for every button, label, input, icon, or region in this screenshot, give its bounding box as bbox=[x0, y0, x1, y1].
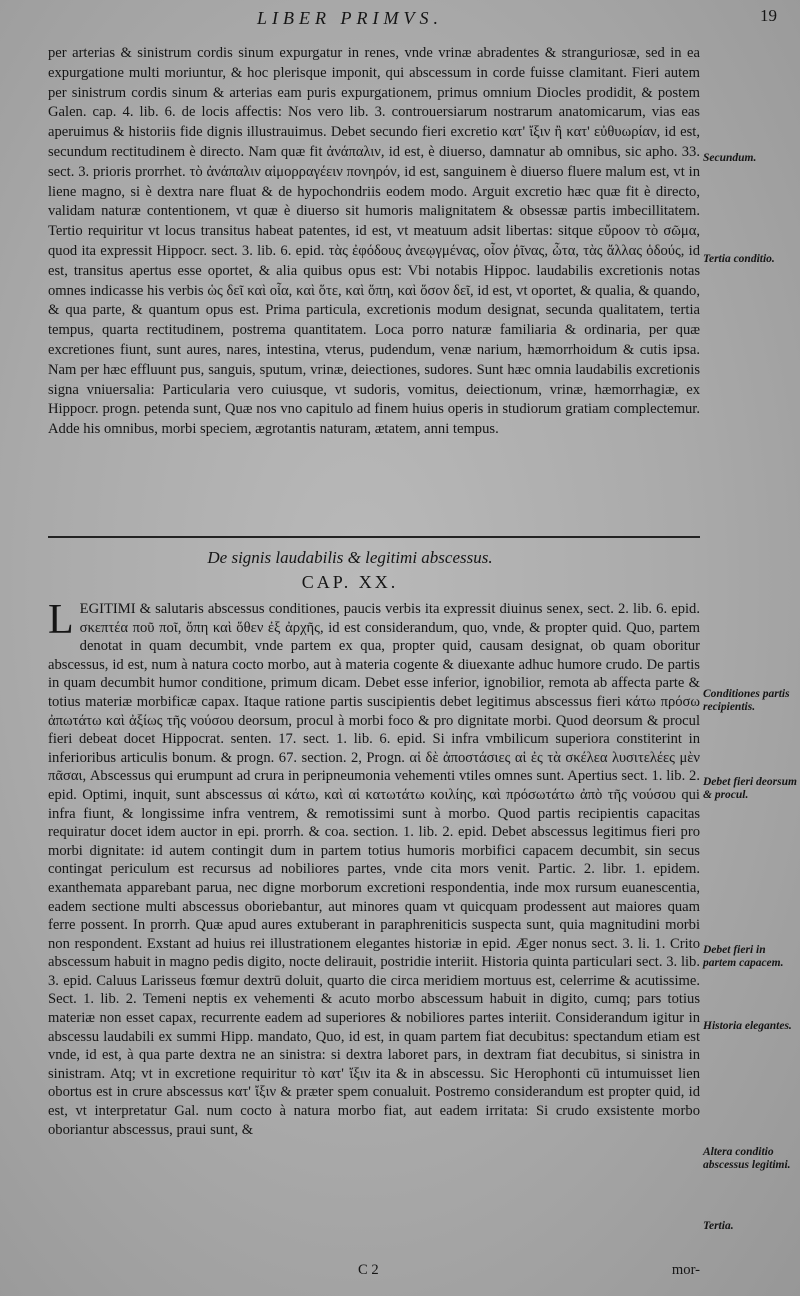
page-number: 19 bbox=[760, 6, 777, 25]
marginal-note: Conditiones partis recipientis. bbox=[703, 688, 790, 713]
chapter-title: De signis laudabilis & legitimi abscessus. bbox=[207, 548, 493, 567]
catchword: mor- bbox=[671, 1262, 700, 1278]
marginal-note: Tertia conditio. bbox=[703, 253, 775, 265]
marginal-note: Debet fieri deorsum & procul. bbox=[703, 776, 797, 801]
running-head: LIBER PRIMVS. bbox=[257, 8, 443, 28]
marginal-note: Secundum. bbox=[703, 152, 757, 164]
paragraph-chapter-xx: EGITIMI & salutaris abscessus conditiones, paucis verbis ita expressit diuinus senex, sect. 2. lib. 6. epid. σκεπτέα ποῦ ποῖ, ὅπη καὶ ὅθεν ἐξ ἀρχῆς, id est considerandum, quo, vnde, & propter quid. Quo, partem denotat in quam decumbit, vnde partem ex qua, propter quid, causam designat, ob quam oboritur abscessus, id est, num à natura cocto morbo, aut à materia cogente & diuexante adhuc humore crudo. De partis in quam decumbit humor conditione, primum dicam. Debet esse inferior, ignobilior, remota ab affecta parte & totius materiæ morbificæ capax. Itaque ratione partis suscipientis debet legitimus abscessus fieri κάτω πρόσω ἀπωτάτω καὶ ἀξίως τῆς νούσου deorsum, procul à morbi foco & pro dignitate morbi. Quod deorsum & procul fieri debeat docet Hippocrat. senten. 17. sect. 1. lib. 6. epid. Si infra vmbilicum superiora constiterint in inferioribus articulis bonum. & progn. 67. section. 2, Progn. αἱ δὲ ἀποστάσιες αἱ ἐς τὰ σκέλεα λυσιτελέες μὲν πᾶσαι, Abscessus qui erumpunt ad crura in peripneumonia vehementi vtiles omnes sunt. Apertius sect. 1. lib. 2. epid. Optimi, inquit, sunt abscessus αἱ κάτω, καὶ αἱ κατωτάτω κοιλίης, καὶ πρόσωτάτω ἀπὸ τῆς νούσου qui infra fiunt, & longissime infra ventrem, & remotissimi sunt à morbo. Quod partis recipientis capacitas requiratur docet idem auctor in epi. prorrh. & coa. section. 1. lib. 2. epid. Debet abscessus legitimus fieri pro morbi dignitate: id autem contingit dum in partem totius humoris morbifici capacem decumbit, sin secus contingat periculum est recursus ad nobiliores partes, vnde cita mors venit. Partic. 2. libr. 1. epidem. exanthemata apparebant parua, nec digne morborum excretioni respondentia, inde mox rursum euanescentia, eadem sectione multi abscessus oboriebantur, aut minores quam vt quicquam prodessent aut maiores quam ferre possent. In prorrh. Quæ apud aures extuberant in paraphreniticis suspecta sunt, quia magnitudini morbi non respondent. Exstant ad huius rei illustrationem elegantes historiæ in epid. Æger nonus sect. 3. li. 1. Crito abscessum habuit in magno pedis digito, nocte delirauit, postridie interiit. Historia quinta particulari sect. 3. lib. 3. epid. Caluus Larisseus fœmur dextrū doluit, quarto die circa meridiem mortuus est, celerrime & acutissime. Sect. 1. lib. 2. Temeni neptis ex vehementi & acuto morbo abscessum habuit in digito, cumq; pars totius materiæ non esset capax, recurrente eadem ad superiores & nobiliores partes interiit. Considerandum igitur in abscessu laudabili ex summi Hipp. mandato, Quo, id est, in quam partem fiat decubitus: spectandum etiam est vnde, id est, à qua parte dextra ne an sinistra: si dextra laboret pars, in dextram fiat decubitus, si sinistra in sinistram. Atq; vt in excretione requiritur τὸ κατ' ἴξιν ita & in abscessu. Sic Herophonti cū intumuisset lien obortus est in crure abscessus κατ' ἴξιν & præter spem conualuit. Postremo considerandum est propter quid, id est, vt interpretatur Gal. num cocto à natura morbo fiat, aut eadem irritata: Si crudo exsistente morbo oboriantur abscessus, praui sunt, & bbox=[48, 601, 700, 1138]
marginal-note: Altera conditio abscessus legitimi. bbox=[703, 1146, 791, 1171]
chapter-number: CAP. XX. bbox=[301, 572, 399, 592]
paragraph-chapter-xix-end: per arterias & sinistrum cordis sinum expurgatur in renes, vnde vrinæ abradentes & stranguriosæ, sed in ea expurgatione multi moriuntur, & hoc plerisque imponit, qui abscessum in corde fuisse clamitant. Fieri autem per sinistrum cordis sinum & arterias eam puris expurgationem, primus omnium Diocles prodidit, & postem Galen. cap. 4. lib. 6. de locis affectis: Nos vero lib. 3. controuersiarum nostrarum anatomicarum, vias eas aperuimus & historiis fide dignis illustrauimus. Debet secundo fieri excretio κατ' ἴξιν ἢ κατ' εὐθυωρίαν, id est, secundum rectitudinem è directo. Nam quæ fit ἀνάπαλιν, id est, è diuerso, damnatur ab omnibus, sic apho. 33. sect. 3. prioris prorrhet. τὸ ἀνάπαλιν αἱμορραγέειν πονηρόν, id est, sanguinem è diuerso fluere malum est, vt in liene magno, si è dextra nare fluat & de hypochondriis eodem modo. Arguit excretio hæc quæ fit è directo, validam naturæ contentionem, vt quæ è diuerso sit humoris malignitatem & obsessæ partis imbecillitatem. Tertio requiritur vt locus transitus habeat patentes, id est, vt meatuum adsit libertas: sitque εὔροον τὸ σῶμα, quod ita expressit Hippocr. sect. 3. lib. 6. epid. τὰς ἐφόδους ἀνεῳγμένας, οἷον ῥῖνας, ὦτα, τὰς ἄλλας ὁδούς, id est, transitus apertus esse oportet, & alia quibus opus est: Vbi notabis Hippoc. laudabilis excretionis notas omnes indicasse his verbis ὡς δεῖ καὶ οἷα, καὶ ὅτε, καὶ ὅπη, καὶ ὅσον δεῖ, id est, vt oportet, & qualia, & quando, & qua parte, & quantum opus est. Prima particula, excretionis modum designat, secunda qualitatem, tertia tempus, quarta rectitudinem, postrema quantitatem. Loca porro naturæ familiaria & ordinaria, per quæ excretiones fiunt, sunt aures, nares, intestina, vterus, pudendum, venæ narium, hæmorrhoidum & cutis ipsa. Nam per hæc effluunt pus, sanguis, sputum, vrinæ, deiectiones, sudores. Sunt hæc omnia laudabilis excretionis signa vniuersalia: Particularia vero cuiusque, vt sudoris, vomitus, deiectionum, vrinæ, hæmorrhagiæ, ex Hippocr. progn. petenda sunt, Quæ nos vno capitulo ad finem huius operis in studiorum gratiam complectemur. Adde his omnibus, morbi speciem, ægrotantis naturam, ætatem, anni tempus. bbox=[48, 45, 700, 438]
section-divider bbox=[48, 536, 700, 538]
drop-cap: L bbox=[48, 597, 74, 643]
signature-mark: C 2 bbox=[358, 1262, 379, 1278]
text-block-chapter-xx bbox=[48, 597, 700, 1139]
marginal-note: Debet fieri in partem capacem. bbox=[703, 944, 784, 969]
text-block-top bbox=[48, 44, 700, 440]
marginal-note: Tertia. bbox=[703, 1220, 734, 1232]
marginal-note: Historia elegantes. bbox=[703, 1020, 792, 1032]
